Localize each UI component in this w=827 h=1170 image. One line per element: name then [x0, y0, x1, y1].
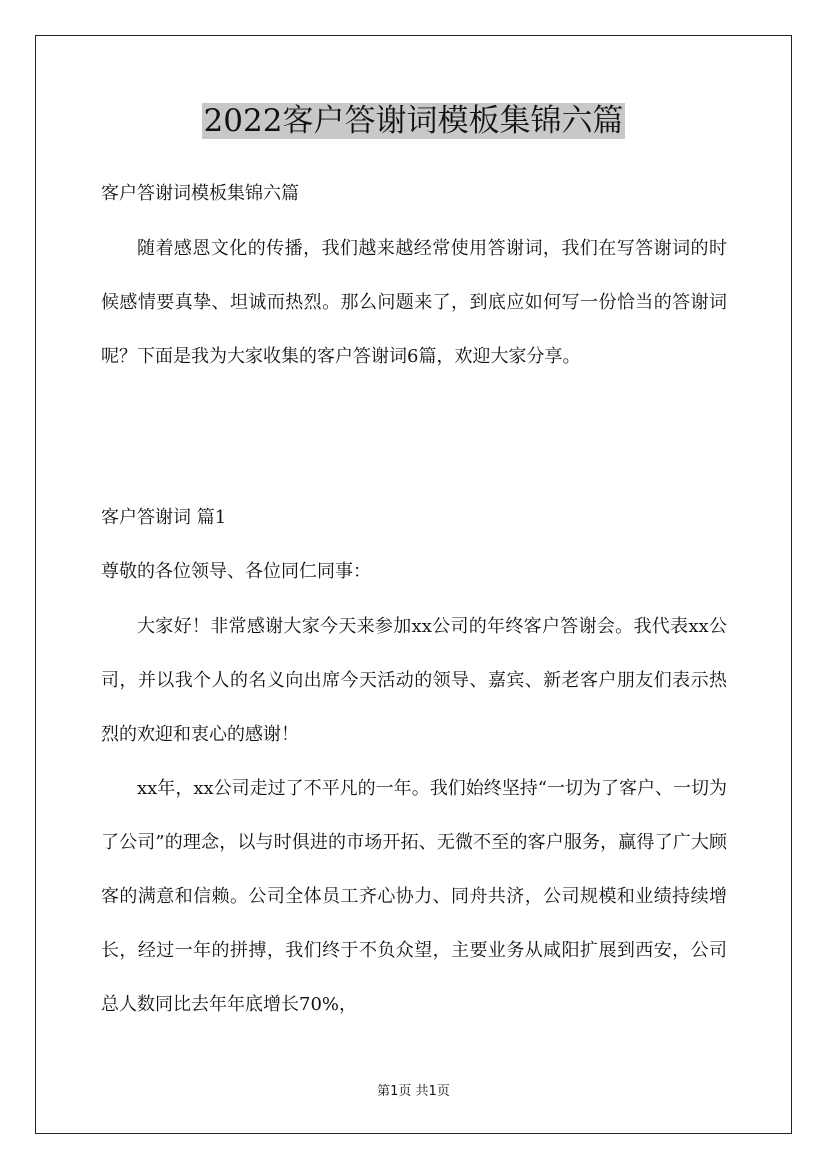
body-block-2	[101, 762, 727, 1032]
intro-paragraph: 随着感恩文化的传播，我们越来越经常使用答谢词，我们在写答谢词的时候感情要真挚、坦诚而热烈。那么问题来了，到底应如何写一份恰当的答谢词呢？下面是我为大家收集的客户答谢词6篇，欢迎大家分享。	[101, 238, 727, 367]
document-title-text: 2022客户答谢词模板集锦六篇	[203, 103, 624, 139]
body-paragraph-2: xx年，xx公司走过了不平凡的一年。我们始终坚持“一切为了客户、一切为了公司”的理念，以与时俱进的市场开拓、无微不至的客户服务，赢得了广大顾客的满意和信赖。公司全体员工齐心协力、同舟共济，公司规模和业绩持续增长，经过一年的拼搏，我们终于不负众望，主要业务从咸阳扩展到西安，公司总人数同比去年年底增长70%，	[101, 778, 727, 1015]
document-title	[0, 101, 827, 141]
section-heading: 客户答谢词 篇1	[101, 507, 227, 528]
body-paragraph-1: 大家好！非常感谢大家今天来参加xx公司的年终客户答谢会。我代表xx公司，并以我个人的名义向出席今天活动的领导、嘉宾、新老客户朋友们表示热烈的欢迎和衷心的感谢！	[101, 616, 727, 745]
salutation: 尊敬的各位领导、各位同仁同事：	[101, 561, 371, 582]
page-footer: 第1页 共1页	[377, 1084, 450, 1099]
document-subtitle: 客户答谢词模板集锦六篇	[101, 183, 299, 204]
body-block-1	[101, 600, 727, 762]
intro-block	[101, 222, 727, 384]
